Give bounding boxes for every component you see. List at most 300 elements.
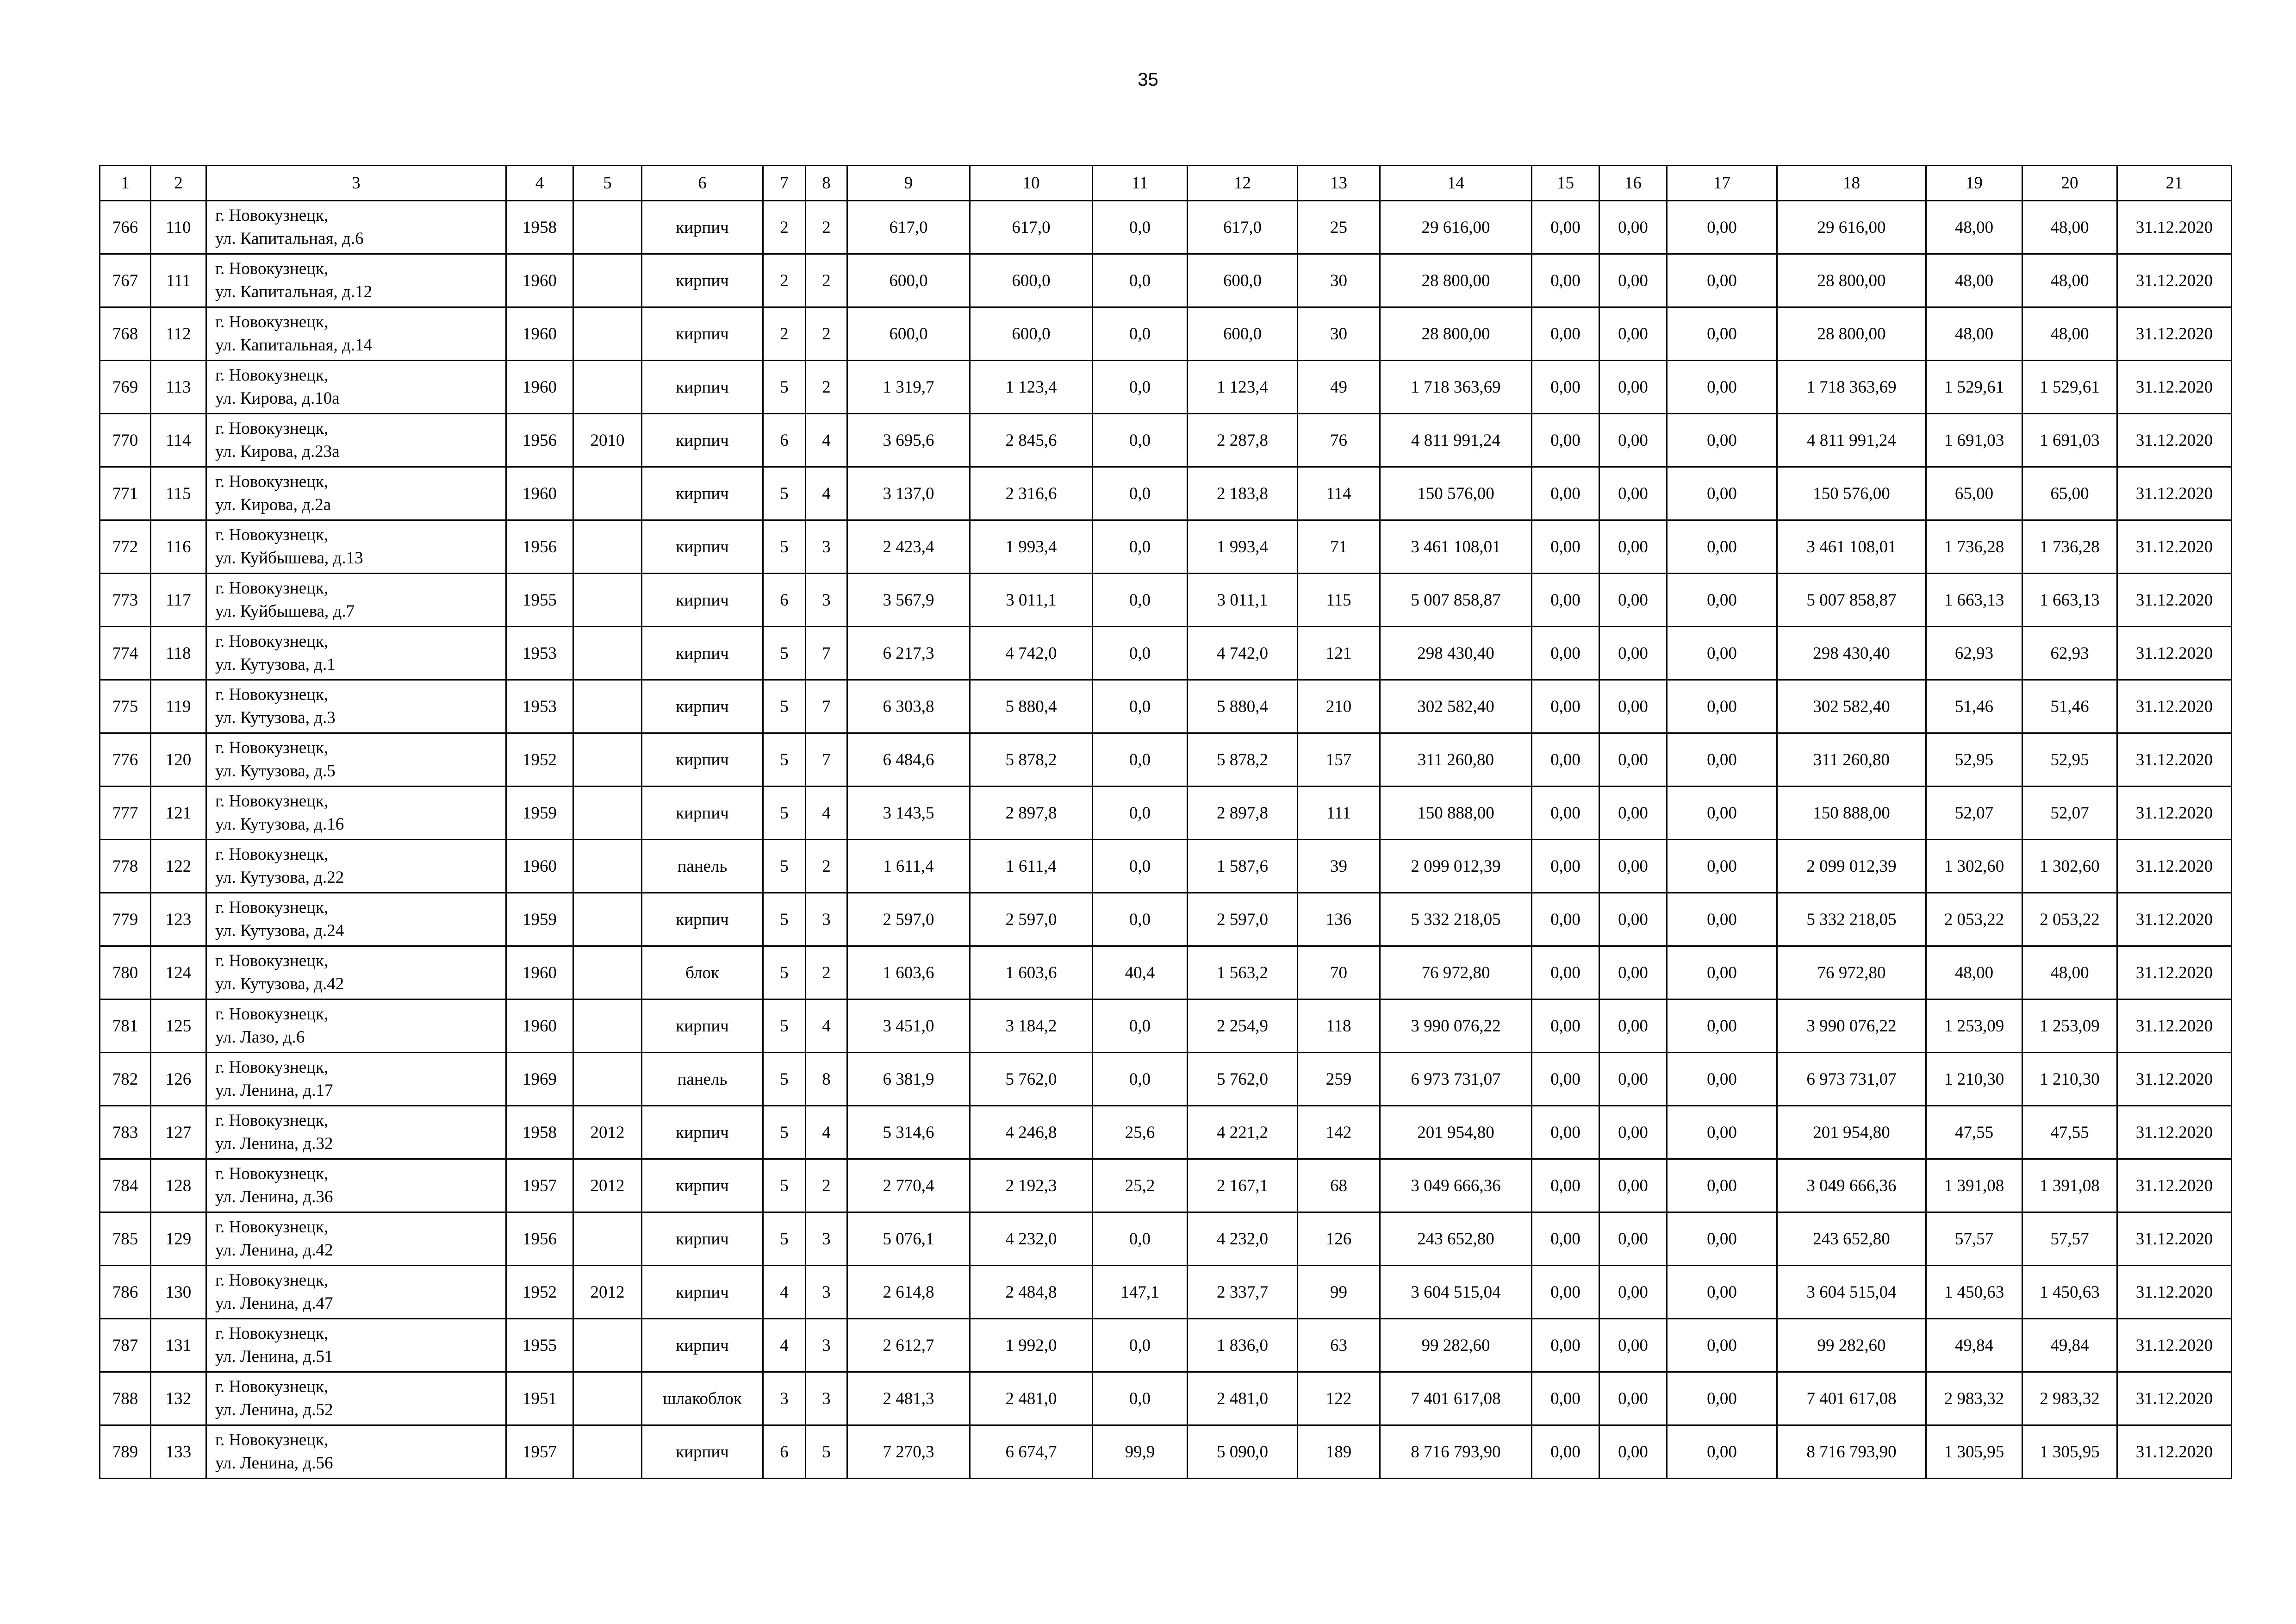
- cell-col-14: 76 972,80: [1380, 946, 1532, 999]
- cell-col-4: 1960: [506, 467, 573, 520]
- cell-col-16: 0,00: [1599, 1425, 1667, 1479]
- cell-col-18: 8 716 793,90: [1777, 1425, 1926, 1479]
- cell-col-18: 5 332 218,05: [1777, 893, 1926, 946]
- cell-col-6: кирпич: [642, 1266, 763, 1319]
- cell-col-4: 1955: [506, 574, 573, 627]
- cell-col-4: 1960: [506, 946, 573, 999]
- cell-col-15: 0,00: [1532, 307, 1599, 361]
- cell-col-9: 2 614,8: [847, 1266, 970, 1319]
- cell-col-1: 779: [100, 893, 151, 946]
- cell-col-13: 115: [1298, 574, 1380, 627]
- cell-col-6: кирпич: [642, 627, 763, 680]
- cell-col-17: 0,00: [1667, 1319, 1777, 1372]
- cell-col-10: 2 897,8: [970, 787, 1093, 840]
- cell-col-15: 0,00: [1532, 999, 1599, 1053]
- cell-col-9: 3 143,5: [847, 787, 970, 840]
- cell-col-7: 5: [763, 1159, 806, 1212]
- table-row: [100, 1053, 2232, 1106]
- cell-col-12: 2 183,8: [1188, 467, 1298, 520]
- cell-col-7: 6: [763, 574, 806, 627]
- cell-col-2: 130: [151, 1266, 206, 1319]
- cell-col-19: 48,00: [1926, 254, 2022, 307]
- cell-col-16: 0,00: [1599, 787, 1667, 840]
- cell-col-20: 1 663,13: [2022, 574, 2117, 627]
- cell-col-12: 4 232,0: [1188, 1212, 1298, 1266]
- cell-col-1: 788: [100, 1372, 151, 1425]
- address-street: ул. Кирова, д.10а: [215, 389, 340, 408]
- cell-col-20: 1 529,61: [2022, 361, 2117, 414]
- cell-col-4: 1969: [506, 1053, 573, 1106]
- cell-col-14: 8 716 793,90: [1380, 1425, 1532, 1479]
- cell-col-20: 48,00: [2022, 946, 2117, 999]
- cell-col-18: 6 973 731,07: [1777, 1053, 1926, 1106]
- cell-col-8: 8: [806, 1053, 847, 1106]
- cell-col-9: 617,0: [847, 201, 970, 254]
- cell-col-1: 772: [100, 520, 151, 574]
- cell-col-12: 1 993,4: [1188, 520, 1298, 574]
- column-number-header-row: [100, 166, 2232, 201]
- cell-col-17: 0,00: [1667, 307, 1777, 361]
- cell-col-19: 1 736,28: [1926, 520, 2022, 574]
- cell-col-20: 52,95: [2022, 733, 2117, 787]
- cell-col-16: 0,00: [1599, 201, 1667, 254]
- cell-col-17: 0,00: [1667, 201, 1777, 254]
- address-city: г. Новокузнецк,: [215, 1218, 329, 1237]
- cell-col-15: 0,00: [1532, 733, 1599, 787]
- cell-col-5: [573, 787, 642, 840]
- cell-col-15: 0,00: [1532, 1266, 1599, 1319]
- address-street: ул. Ленина, д.17: [215, 1081, 333, 1100]
- cell-col-7: 5: [763, 1106, 806, 1159]
- address-city: г. Новокузнецк,: [215, 685, 329, 704]
- cell-col-9: 600,0: [847, 307, 970, 361]
- cell-col-12: 1 123,4: [1188, 361, 1298, 414]
- cell-col-9: 3 451,0: [847, 999, 970, 1053]
- address-city: г. Новокузнецк,: [215, 259, 329, 278]
- cell-col-19: 1 691,03: [1926, 414, 2022, 467]
- address-street: ул. Ленина, д.32: [215, 1134, 333, 1153]
- cell-col-6: кирпич: [642, 574, 763, 627]
- cell-col-17: 0,00: [1667, 1372, 1777, 1425]
- cell-col-1: 767: [100, 254, 151, 307]
- column-header-6: 6: [642, 166, 763, 201]
- cell-col-14: 6 973 731,07: [1380, 1053, 1532, 1106]
- cell-col-7: 4: [763, 1266, 806, 1319]
- cell-col-21: 31.12.2020: [2117, 1212, 2232, 1266]
- cell-col-20: 2 983,32: [2022, 1372, 2117, 1425]
- cell-col-14: 298 430,40: [1380, 627, 1532, 680]
- cell-col-8: 4: [806, 999, 847, 1053]
- cell-col-1: 771: [100, 467, 151, 520]
- cell-col-19: 62,93: [1926, 627, 2022, 680]
- cell-col-9: 2 612,7: [847, 1319, 970, 1372]
- address-street: ул. Куйбышева, д.7: [215, 602, 355, 621]
- address-city: г. Новокузнецк,: [215, 312, 329, 331]
- address-city: г. Новокузнецк,: [215, 579, 329, 598]
- cell-col-5: 2010: [573, 414, 642, 467]
- cell-col-8: 5: [806, 1425, 847, 1479]
- cell-col-6: панель: [642, 840, 763, 893]
- cell-col-4: 1952: [506, 733, 573, 787]
- column-header-17: 17: [1667, 166, 1777, 201]
- cell-col-4: 1957: [506, 1159, 573, 1212]
- cell-col-18: 28 800,00: [1777, 254, 1926, 307]
- cell-col-18: 3 049 666,36: [1777, 1159, 1926, 1212]
- cell-col-20: 47,55: [2022, 1106, 2117, 1159]
- cell-col-1: 782: [100, 1053, 151, 1106]
- cell-col-2: 127: [151, 1106, 206, 1159]
- address-cell: [206, 1053, 506, 1106]
- cell-col-6: кирпич: [642, 201, 763, 254]
- address-cell: [206, 201, 506, 254]
- cell-col-11: 0,0: [1093, 893, 1188, 946]
- cell-col-14: 150 888,00: [1380, 787, 1532, 840]
- cell-col-15: 0,00: [1532, 520, 1599, 574]
- address-street: ул. Ленина, д.56: [215, 1454, 333, 1473]
- cell-col-4: 1956: [506, 520, 573, 574]
- cell-col-16: 0,00: [1599, 307, 1667, 361]
- cell-col-8: 2: [806, 307, 847, 361]
- cell-col-5: [573, 1212, 642, 1266]
- cell-col-11: 147,1: [1093, 1266, 1188, 1319]
- cell-col-2: 119: [151, 680, 206, 733]
- cell-col-10: 1 993,4: [970, 520, 1093, 574]
- address-cell: [206, 414, 506, 467]
- address-street: ул. Кирова, д.23а: [215, 442, 340, 461]
- address-cell: [206, 254, 506, 307]
- cell-col-19: 51,46: [1926, 680, 2022, 733]
- cell-col-16: 0,00: [1599, 1053, 1667, 1106]
- cell-col-15: 0,00: [1532, 201, 1599, 254]
- cell-col-19: 2 053,22: [1926, 893, 2022, 946]
- cell-col-9: 6 381,9: [847, 1053, 970, 1106]
- table-row: [100, 1319, 2232, 1372]
- cell-col-9: 5 314,6: [847, 1106, 970, 1159]
- cell-col-14: 2 099 012,39: [1380, 840, 1532, 893]
- table-row: [100, 840, 2232, 893]
- cell-col-6: кирпич: [642, 1212, 763, 1266]
- cell-col-2: 118: [151, 627, 206, 680]
- address-street: ул. Ленина, д.47: [215, 1294, 333, 1313]
- address-city: г. Новокузнецк,: [215, 1164, 329, 1183]
- cell-col-5: [573, 999, 642, 1053]
- cell-col-13: 122: [1298, 1372, 1380, 1425]
- cell-col-8: 4: [806, 414, 847, 467]
- cell-col-6: кирпич: [642, 520, 763, 574]
- cell-col-20: 57,57: [2022, 1212, 2117, 1266]
- cell-col-19: 1 305,95: [1926, 1425, 2022, 1479]
- cell-col-5: [573, 680, 642, 733]
- table-body: [100, 201, 2232, 1479]
- cell-col-10: 2 484,8: [970, 1266, 1093, 1319]
- cell-col-6: кирпич: [642, 254, 763, 307]
- cell-col-8: 3: [806, 1319, 847, 1372]
- cell-col-15: 0,00: [1532, 467, 1599, 520]
- cell-col-8: 2: [806, 254, 847, 307]
- address-city: г. Новокузнецк,: [215, 366, 329, 385]
- cell-col-9: 6 217,3: [847, 627, 970, 680]
- cell-col-19: 47,55: [1926, 1106, 2022, 1159]
- table-row: [100, 467, 2232, 520]
- cell-col-4: 1959: [506, 787, 573, 840]
- cell-col-14: 4 811 991,24: [1380, 414, 1532, 467]
- address-street: ул. Ленина, д.52: [215, 1400, 333, 1419]
- cell-col-1: 778: [100, 840, 151, 893]
- cell-col-18: 150 888,00: [1777, 787, 1926, 840]
- cell-col-8: 2: [806, 840, 847, 893]
- table-row: [100, 946, 2232, 999]
- cell-col-1: 768: [100, 307, 151, 361]
- address-city: г. Новокузнецк,: [215, 206, 329, 225]
- table-row: [100, 680, 2232, 733]
- cell-col-14: 243 652,80: [1380, 1212, 1532, 1266]
- address-cell: [206, 574, 506, 627]
- cell-col-21: 31.12.2020: [2117, 1053, 2232, 1106]
- address-street: ул. Куйбышева, д.13: [215, 549, 363, 568]
- cell-col-4: 1952: [506, 1266, 573, 1319]
- cell-col-18: 1 718 363,69: [1777, 361, 1926, 414]
- address-street: ул. Кутузова, д.24: [215, 921, 344, 940]
- cell-col-21: 31.12.2020: [2117, 201, 2232, 254]
- address-city: г. Новокузнецк,: [215, 898, 329, 917]
- address-street: ул. Ленина, д.36: [215, 1187, 333, 1206]
- cell-col-9: 2 597,0: [847, 893, 970, 946]
- cell-col-8: 3: [806, 893, 847, 946]
- cell-col-5: [573, 574, 642, 627]
- cell-col-10: 4 742,0: [970, 627, 1093, 680]
- address-street: ул. Капитальная, д.12: [215, 282, 373, 301]
- cell-col-15: 0,00: [1532, 414, 1599, 467]
- cell-col-20: 48,00: [2022, 201, 2117, 254]
- cell-col-8: 7: [806, 627, 847, 680]
- cell-col-12: 5 878,2: [1188, 733, 1298, 787]
- address-cell: [206, 1319, 506, 1372]
- cell-col-21: 31.12.2020: [2117, 680, 2232, 733]
- address-street: ул. Кутузова, д.16: [215, 815, 344, 834]
- cell-col-2: 110: [151, 201, 206, 254]
- cell-col-18: 243 652,80: [1777, 1212, 1926, 1266]
- cell-col-1: 785: [100, 1212, 151, 1266]
- cell-col-11: 0,0: [1093, 999, 1188, 1053]
- cell-col-18: 7 401 617,08: [1777, 1372, 1926, 1425]
- cell-col-5: 2012: [573, 1106, 642, 1159]
- column-header-15: 15: [1532, 166, 1599, 201]
- cell-col-13: 136: [1298, 893, 1380, 946]
- cell-col-18: 99 282,60: [1777, 1319, 1926, 1372]
- cell-col-17: 0,00: [1667, 1425, 1777, 1479]
- address-street: ул. Капитальная, д.14: [215, 336, 373, 355]
- address-city: г. Новокузнецк,: [215, 525, 329, 544]
- cell-col-8: 2: [806, 1159, 847, 1212]
- cell-col-11: 40,4: [1093, 946, 1188, 999]
- cell-col-15: 0,00: [1532, 893, 1599, 946]
- cell-col-6: шлакоблок: [642, 1372, 763, 1425]
- cell-col-8: 3: [806, 1266, 847, 1319]
- address-cell: [206, 1372, 506, 1425]
- cell-col-15: 0,00: [1532, 946, 1599, 999]
- cell-col-16: 0,00: [1599, 999, 1667, 1053]
- cell-col-2: 126: [151, 1053, 206, 1106]
- address-cell: [206, 1212, 506, 1266]
- cell-col-13: 126: [1298, 1212, 1380, 1266]
- cell-col-12: 1 563,2: [1188, 946, 1298, 999]
- cell-col-6: кирпич: [642, 787, 763, 840]
- cell-col-21: 31.12.2020: [2117, 254, 2232, 307]
- address-city: г. Новокузнецк,: [215, 1111, 329, 1130]
- cell-col-11: 0,0: [1093, 254, 1188, 307]
- cell-col-16: 0,00: [1599, 1106, 1667, 1159]
- table-row: [100, 1425, 2232, 1479]
- cell-col-17: 0,00: [1667, 999, 1777, 1053]
- cell-col-10: 3 184,2: [970, 999, 1093, 1053]
- cell-col-21: 31.12.2020: [2117, 414, 2232, 467]
- address-city: г. Новокузнецк,: [215, 738, 329, 757]
- cell-col-9: 6 303,8: [847, 680, 970, 733]
- cell-col-7: 5: [763, 999, 806, 1053]
- cell-col-2: 133: [151, 1425, 206, 1479]
- cell-col-16: 0,00: [1599, 254, 1667, 307]
- cell-col-15: 0,00: [1532, 840, 1599, 893]
- cell-col-2: 116: [151, 520, 206, 574]
- cell-col-2: 129: [151, 1212, 206, 1266]
- cell-col-5: [573, 307, 642, 361]
- cell-col-12: 2 481,0: [1188, 1372, 1298, 1425]
- cell-col-7: 4: [763, 1319, 806, 1372]
- cell-col-17: 0,00: [1667, 1212, 1777, 1266]
- cell-col-15: 0,00: [1532, 1425, 1599, 1479]
- table-row: [100, 307, 2232, 361]
- cell-col-16: 0,00: [1599, 946, 1667, 999]
- cell-col-15: 0,00: [1532, 1106, 1599, 1159]
- cell-col-5: [573, 201, 642, 254]
- cell-col-15: 0,00: [1532, 574, 1599, 627]
- table-row: [100, 893, 2232, 946]
- cell-col-11: 0,0: [1093, 1212, 1188, 1266]
- table-row: [100, 414, 2232, 467]
- cell-col-17: 0,00: [1667, 1053, 1777, 1106]
- cell-col-6: кирпич: [642, 307, 763, 361]
- cell-col-18: 201 954,80: [1777, 1106, 1926, 1159]
- cell-col-18: 29 616,00: [1777, 201, 1926, 254]
- cell-col-9: 2 423,4: [847, 520, 970, 574]
- cell-col-13: 157: [1298, 733, 1380, 787]
- address-cell: [206, 361, 506, 414]
- cell-col-1: 786: [100, 1266, 151, 1319]
- address-cell: [206, 1266, 506, 1319]
- column-header-1: 1: [100, 166, 151, 201]
- cell-col-13: 259: [1298, 1053, 1380, 1106]
- cell-col-6: кирпич: [642, 414, 763, 467]
- cell-col-4: 1956: [506, 414, 573, 467]
- cell-col-15: 0,00: [1532, 1053, 1599, 1106]
- cell-col-4: 1960: [506, 307, 573, 361]
- cell-col-19: 1 210,30: [1926, 1053, 2022, 1106]
- cell-col-10: 1 123,4: [970, 361, 1093, 414]
- cell-col-21: 31.12.2020: [2117, 574, 2232, 627]
- cell-col-13: 189: [1298, 1425, 1380, 1479]
- cell-col-17: 0,00: [1667, 520, 1777, 574]
- cell-col-12: 2 167,1: [1188, 1159, 1298, 1212]
- cell-col-10: 2 597,0: [970, 893, 1093, 946]
- cell-col-17: 0,00: [1667, 893, 1777, 946]
- cell-col-14: 1 718 363,69: [1380, 361, 1532, 414]
- cell-col-4: 1958: [506, 201, 573, 254]
- cell-col-21: 31.12.2020: [2117, 467, 2232, 520]
- table-row: [100, 1212, 2232, 1266]
- cell-col-2: 132: [151, 1372, 206, 1425]
- cell-col-17: 0,00: [1667, 787, 1777, 840]
- cell-col-10: 3 011,1: [970, 574, 1093, 627]
- cell-col-5: [573, 254, 642, 307]
- cell-col-5: [573, 1053, 642, 1106]
- cell-col-18: 76 972,80: [1777, 946, 1926, 999]
- address-city: г. Новокузнецк,: [215, 845, 329, 864]
- cell-col-11: 0,0: [1093, 467, 1188, 520]
- column-header-3: 3: [206, 166, 506, 201]
- cell-col-1: 766: [100, 201, 151, 254]
- cell-col-11: 0,0: [1093, 361, 1188, 414]
- table-row: [100, 787, 2232, 840]
- cell-col-4: 1957: [506, 1425, 573, 1479]
- cell-col-15: 0,00: [1532, 1159, 1599, 1212]
- cell-col-14: 99 282,60: [1380, 1319, 1532, 1372]
- table-row: [100, 1372, 2232, 1425]
- cell-col-12: 2 287,8: [1188, 414, 1298, 467]
- address-cell: [206, 627, 506, 680]
- cell-col-13: 142: [1298, 1106, 1380, 1159]
- cell-col-6: кирпич: [642, 1425, 763, 1479]
- address-street: ул. Лазо, д.6: [215, 1028, 305, 1047]
- address-city: г. Новокузнецк,: [215, 792, 329, 811]
- cell-col-20: 48,00: [2022, 254, 2117, 307]
- cell-col-2: 114: [151, 414, 206, 467]
- cell-col-16: 0,00: [1599, 840, 1667, 893]
- cell-col-10: 5 880,4: [970, 680, 1093, 733]
- cell-col-12: 5 762,0: [1188, 1053, 1298, 1106]
- cell-col-2: 131: [151, 1319, 206, 1372]
- cell-col-4: 1953: [506, 680, 573, 733]
- cell-col-18: 28 800,00: [1777, 307, 1926, 361]
- cell-col-15: 0,00: [1532, 1319, 1599, 1372]
- cell-col-20: 1 302,60: [2022, 840, 2117, 893]
- cell-col-9: 600,0: [847, 254, 970, 307]
- address-street: ул. Капитальная, д.6: [215, 229, 364, 248]
- cell-col-21: 31.12.2020: [2117, 361, 2232, 414]
- cell-col-11: 0,0: [1093, 680, 1188, 733]
- cell-col-21: 31.12.2020: [2117, 627, 2232, 680]
- cell-col-20: 2 053,22: [2022, 893, 2117, 946]
- cell-col-11: 0,0: [1093, 1053, 1188, 1106]
- cell-col-16: 0,00: [1599, 680, 1667, 733]
- cell-col-2: 122: [151, 840, 206, 893]
- cell-col-20: 1 736,28: [2022, 520, 2117, 574]
- column-header-14: 14: [1380, 166, 1532, 201]
- cell-col-18: 311 260,80: [1777, 733, 1926, 787]
- cell-col-5: [573, 733, 642, 787]
- cell-col-7: 6: [763, 1425, 806, 1479]
- column-header-11: 11: [1093, 166, 1188, 201]
- cell-col-20: 51,46: [2022, 680, 2117, 733]
- cell-col-17: 0,00: [1667, 1159, 1777, 1212]
- cell-col-9: 3 695,6: [847, 414, 970, 467]
- cell-col-16: 0,00: [1599, 1159, 1667, 1212]
- cell-col-14: 7 401 617,08: [1380, 1372, 1532, 1425]
- cell-col-20: 62,93: [2022, 627, 2117, 680]
- cell-col-5: [573, 361, 642, 414]
- cell-col-17: 0,00: [1667, 627, 1777, 680]
- column-header-16: 16: [1599, 166, 1667, 201]
- cell-col-19: 48,00: [1926, 946, 2022, 999]
